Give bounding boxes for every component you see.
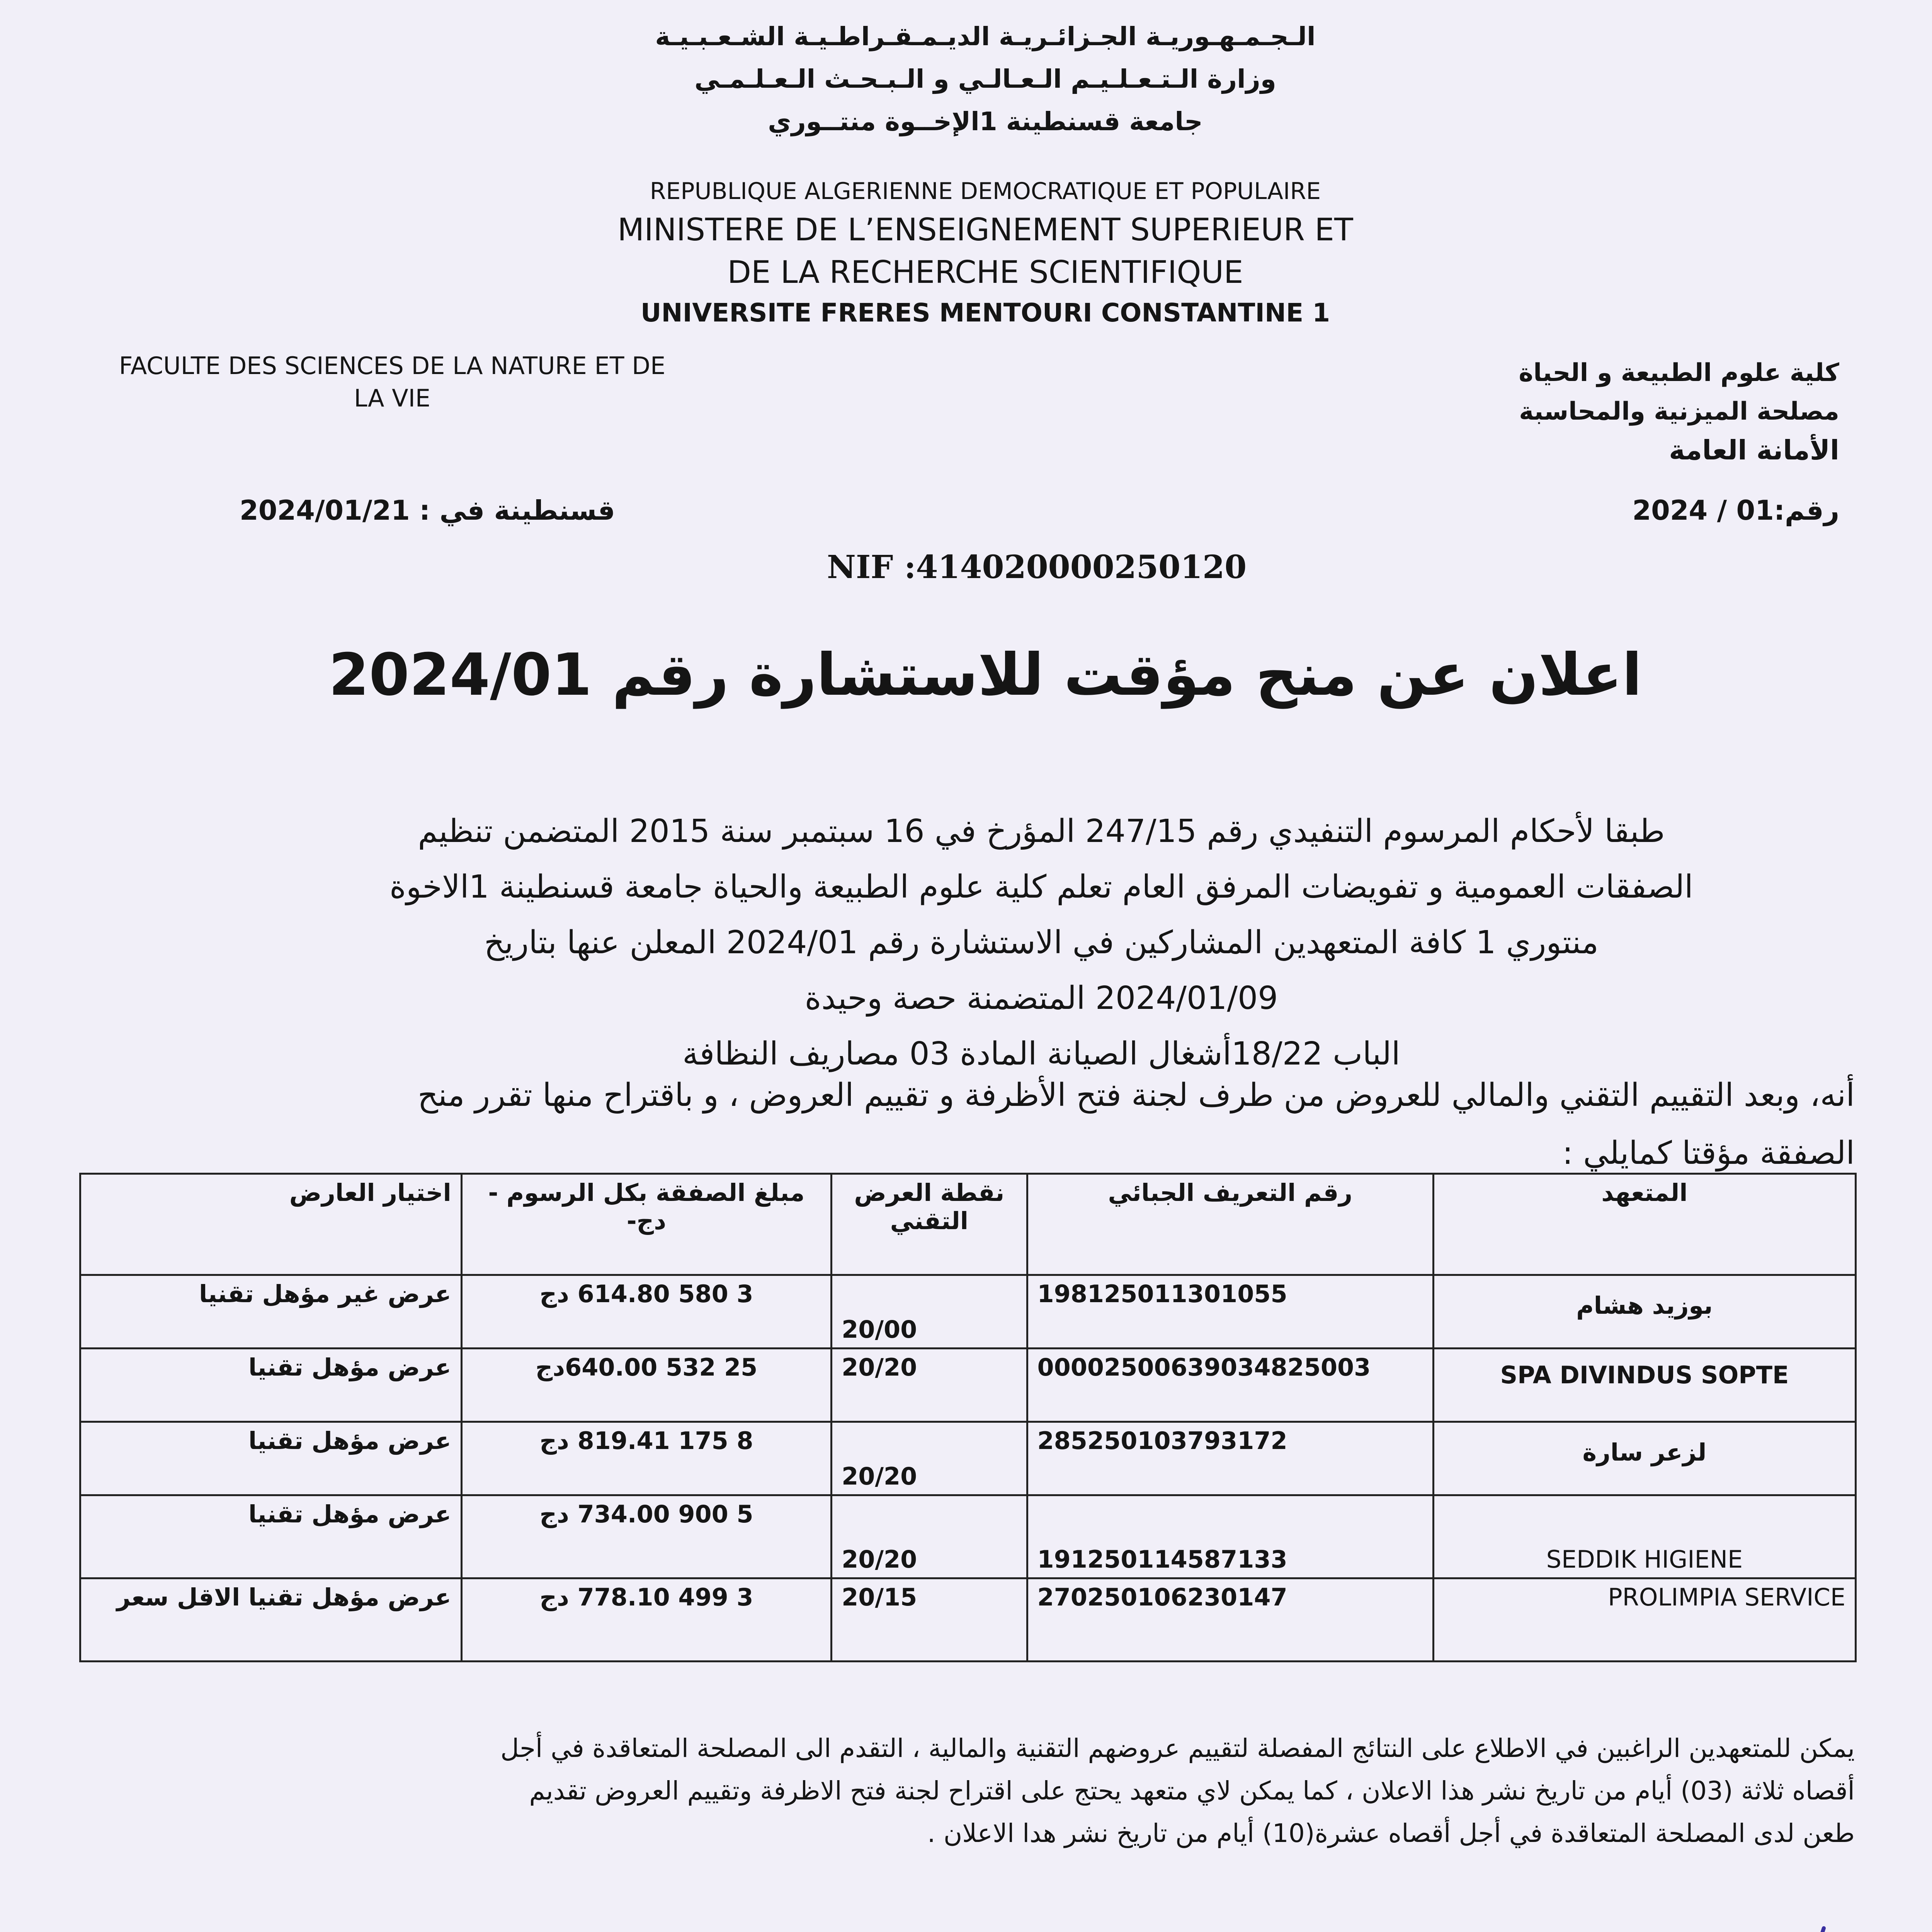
- row-amount: 8 175 819.41 دج: [461, 1422, 831, 1495]
- table-header-row: [80, 1174, 1856, 1275]
- row-tax-id: 00002500639034825003: [1027, 1349, 1433, 1422]
- date-top: قسنطينة في : 2024/01/21: [240, 495, 615, 526]
- document-title: اعلان عن منح مؤقت للاستشارة رقم 2024/01: [328, 641, 1642, 709]
- footer-line-1: يمكن للمتعهدين الراغبين في الاطلاع على النتائج المفصلة لتقييم عروضهم التقنية والمالية ، التقدم الى المصلحة المتعاقدة في أجل: [500, 1733, 1855, 1763]
- header-tax-id: رقم التعريف الجبائي: [1027, 1174, 1433, 1275]
- header-arabic: [0, 15, 1932, 143]
- footer-paragraph: [278, 1727, 1855, 1855]
- body-paragraph: [240, 804, 1843, 1082]
- nif-number: NIF :414020000250120: [827, 549, 1247, 586]
- faculty-fr-line1: FACULTE DES SCIENCES DE LA NATURE ET DE: [119, 352, 666, 380]
- row-tax-id: 285250103793172: [1027, 1422, 1433, 1495]
- body-line-2: الصفقات العمومية و تفويضات المرفق العام تعلم كلية علوم الطبيعة والحياة جامعة قسنطينة 1الاخوة: [389, 869, 1693, 905]
- table-row: [80, 1349, 1856, 1422]
- body-line-7: الصفقة مؤقتا كمايلي :: [1562, 1135, 1855, 1172]
- reference-number: رقم:01 / 2024: [1632, 495, 1839, 526]
- row-tax-id: 270250106230147: [1027, 1578, 1433, 1662]
- table-row: [80, 1275, 1856, 1349]
- results-table: [79, 1173, 1857, 1662]
- header-fr-republic: REPUBLIQUE ALGERIENNE DEMOCRATIQUE ET POPULAIRE: [650, 178, 1321, 205]
- faculty-ar-line1: كلية علوم الطبيعة و الحياة: [1519, 359, 1839, 387]
- header-ar-republic: الـجـمـهـوريـة الجـزائـريـة الديـمـقـراطـيـة الشـعـبـيـة: [655, 22, 1316, 51]
- row-tax-id: 191250114587133: [1027, 1495, 1433, 1578]
- row-tech-score: 20/20: [832, 1349, 1027, 1422]
- signature-mark-icon: [1801, 1917, 1870, 1932]
- row-choice: عرض غير مؤهل تقنيا: [80, 1275, 462, 1349]
- footer-line-2: أقصاه ثلاثة (03) أيام من تاريخ نشر هذا الاعلان ، كما يمكن لاي متعهد يحتج على اقتراح لجنة فتح الاظرفة وتقييم العروض تقديم: [529, 1776, 1855, 1806]
- faculty-arabic: [1298, 354, 1839, 469]
- row-tech-score: 20/20: [832, 1495, 1027, 1578]
- faculty-ar-line3: الأمانة العامة: [1669, 434, 1839, 466]
- row-bidder: بوزيد هشام: [1433, 1275, 1855, 1349]
- body-line-1: طبقا لأحكام المرسوم التنفيدي رقم 247/15 المؤرخ في 16 سبتمبر سنة 2015 المتضمن تنظيم: [418, 813, 1665, 850]
- row-tech-score: 20/00: [832, 1275, 1027, 1349]
- header-tech-score: نقطة العرض التقني: [832, 1174, 1027, 1275]
- footer-line-3: طعن لدى المصلحة المتعاقدة في أجل أقصاه عشرة(10) أيام من تاريخ نشر هدا الاعلان .: [927, 1818, 1855, 1848]
- header-ar-university: جامعة قسنطينة 1الإخــوة منتــوري: [768, 107, 1203, 136]
- row-choice: عرض مؤهل تقنيا: [80, 1349, 462, 1422]
- row-bidder: PROLIMPIA SERVICE: [1433, 1578, 1855, 1662]
- header-fr-ministry: MINISTERE DE L’ENSEIGNEMENT SUPERIEUR ET: [617, 212, 1353, 248]
- header-french: [0, 174, 1932, 332]
- header-fr-research: DE LA RECHERCHE SCIENTIFIQUE: [727, 254, 1243, 290]
- row-amount: 25 532 640.00دج: [461, 1349, 831, 1422]
- table-row: [80, 1578, 1856, 1662]
- row-choice: عرض مؤهل تقنيا الاقل سعر: [80, 1578, 462, 1662]
- table-row: [80, 1495, 1856, 1578]
- row-tech-score: 20/15: [832, 1578, 1027, 1662]
- faculty-french: [112, 350, 672, 415]
- row-bidder: SEDDIK HIGIENE: [1433, 1495, 1855, 1578]
- faculty-fr-line2: LA VIE: [354, 384, 430, 412]
- faculty-ar-line2: مصلحة الميزنية والمحاسبة: [1519, 397, 1839, 426]
- body-line-3: منتوري 1 كافة المتعهدين المشاركين في الاستشارة رقم 2024/01 المعلن عنها بتاريخ: [484, 924, 1599, 961]
- row-amount: 5 900 734.00 دج: [461, 1495, 831, 1578]
- body-line-4: 2024/01/09 المتضمنة حصة وحيدة: [804, 980, 1278, 1017]
- row-bidder: SPA DIVINDUS SOPTE: [1433, 1349, 1855, 1422]
- header-choice: اختيار العارض: [80, 1174, 462, 1275]
- award-paragraph: [216, 1066, 1855, 1182]
- row-amount: 3 580 614.80 دج: [461, 1275, 831, 1349]
- row-amount: 3 499 778.10 دج: [461, 1578, 831, 1662]
- row-bidder: لزعر سارة: [1433, 1422, 1855, 1495]
- row-tech-score: 20/20: [832, 1422, 1027, 1495]
- row-tax-id: 198125011301055: [1027, 1275, 1433, 1349]
- row-choice: عرض مؤهل تقنيا: [80, 1422, 462, 1495]
- header-amount: مبلغ الصفقة بكل الرسوم - دج-: [461, 1174, 831, 1275]
- body-line-5: الباب 18/22أشغال الصيانة المادة 03 مصاريف النظافة: [682, 1036, 1400, 1072]
- body-line-6: أنه، وبعد التقييم التقني والمالي للعروض من طرف لجنة فتح الأظرفة و تقييم العروض ، و باقتراح منها تقرر منح: [418, 1077, 1855, 1114]
- row-choice: عرض مؤهل تقنيا: [80, 1495, 462, 1578]
- table-row: [80, 1422, 1856, 1495]
- header-fr-university: UNIVERSITE FRERES MENTOURI CONSTANTINE 1: [640, 298, 1330, 328]
- header-ar-ministry: وزارة الـتـعـلـيـم الـعـالـي و الـبـحـث الـعـلـمـي: [694, 64, 1276, 94]
- header-bidder: المتعهد: [1433, 1174, 1855, 1275]
